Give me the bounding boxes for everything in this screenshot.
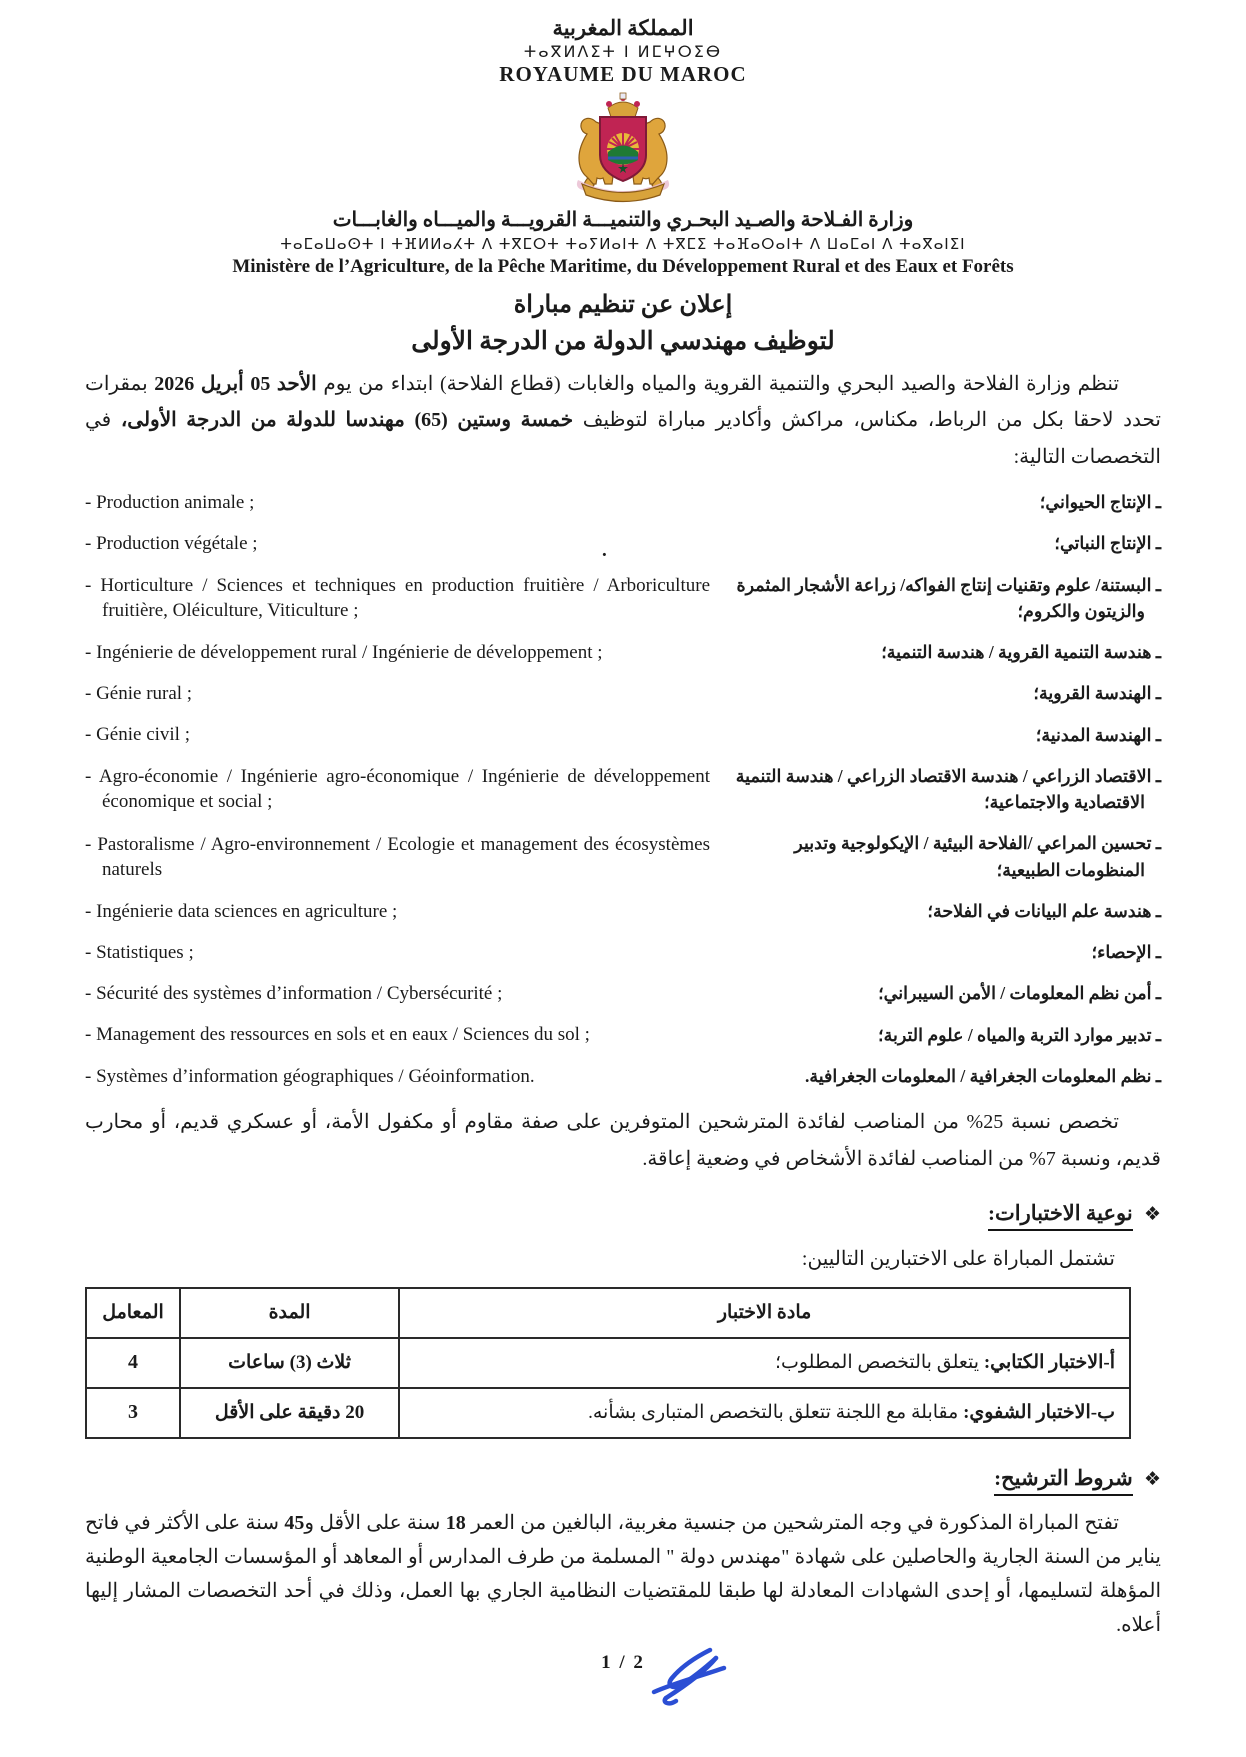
column-header-subject: مادة الاختبار — [399, 1288, 1130, 1338]
exams-table-header-row — [86, 1288, 1130, 1338]
ministry-name-french: Ministère de l’Agriculture, de la Pêche Maritime, du Développement Rural et des Eaux et Forêts — [232, 256, 1014, 277]
specialty-arabic: ـ الإنتاج النباتي؛ — [1054, 533, 1161, 554]
specialty-row — [85, 980, 1161, 1006]
intro-text-3: في التخصصات التالية: — [85, 409, 1161, 468]
specialty-arabic: ـ الإنتاج الحيواني؛ — [1039, 492, 1161, 513]
specialty-arabic: ـ أمن نظم المعلومات / الأمن السيبراني؛ — [878, 983, 1161, 1004]
specialty-row — [85, 898, 1161, 924]
coat-of-arms-morocco-icon — [558, 92, 688, 204]
ministry-name-tifinagh: ⵜⴰⵎⴰⵡⴰⵙⵜ ⵏ ⵜⴼⵍⵍⴰⵃⵜ ⴷ ⵜⴳⵎⵔⵜ ⵜⴰⵢⵍⴰⵏⵜ ⴷ ⵜⴳⵎⵉ ⵜⴰⴼⴰⵔⴰⵏⵜ ⴷ ⵡⴰⵎⴰⵏ ⴷ ⵜⴰⴳⴰⵏⵉⵏ — [280, 235, 966, 253]
specialties-list — [85, 489, 1161, 1089]
intro-text-2: بمقرات تحدد لاحقا بكل من الرباط، مكناس، مراكش وأكادير مباراة لتوظيف — [85, 373, 1161, 432]
intro-paragraph — [85, 366, 1161, 475]
exam-duration-cell: ثلاث (3) ساعات — [180, 1338, 399, 1388]
specialty-french: - Production végétale ; — [85, 533, 258, 554]
specialty-french: - Systèmes d’information géographiques / Géoinformation. — [85, 1065, 535, 1087]
specialty-row — [85, 530, 1161, 556]
specialty-french: - Horticulture / Sciences et techniques en production fruitière / Arboriculture fruitière, Oléiculture, Viticulture ; — [85, 574, 710, 621]
exam-subject-cell — [399, 1338, 1130, 1388]
announcement-title-line2: لتوظيف مهندسي الدولة من الدرجة الأولى — [411, 328, 835, 355]
specialty-french: - Management des ressources en sols et en eaux / Sciences du sol ; — [85, 1024, 590, 1046]
exams-table — [85, 1287, 1131, 1439]
exam-coefficient-cell: 3 — [86, 1388, 180, 1438]
specialty-french: - Ingénierie data sciences en agriculture ; — [85, 900, 398, 922]
conditions-text-1: تفتح المباراة المذكورة في وجه المترشحين من جنسية مغربية، البالغين من العمر — [465, 1511, 1120, 1534]
specialty-row — [85, 722, 1161, 748]
kingdom-name-french: ROYAUME DU MAROC — [499, 62, 747, 86]
specialty-arabic: ـ الإحصاء؛ — [1091, 942, 1161, 963]
kingdom-name-tifinagh: ⵜⴰⴳⵍⴷⵉⵜ ⵏ ⵍⵎⵖⵔⵉⴱ — [523, 42, 723, 61]
specialty-row — [85, 1063, 1161, 1089]
conditions-min-age: 18 — [445, 1511, 466, 1534]
conditions-text-2: سنة على الأقل و — [304, 1511, 446, 1534]
specialty-row — [85, 830, 1161, 883]
column-header-duration: المدة — [180, 1288, 399, 1338]
specialty-arabic: ـ تحسين المراعي /الفلاحة البيئية / الإيكولوجية وتدبير المنظومات الطبيعية؛ — [794, 833, 1161, 880]
specialty-french: - Génie civil ; — [85, 724, 190, 746]
signature-scribble — [632, 1640, 742, 1712]
exam-row-written — [86, 1338, 1130, 1388]
specialty-arabic: ـ الهندسة القروية؛ — [1033, 683, 1161, 704]
specialty-row — [85, 939, 1161, 965]
specialty-arabic: ـ الهندسة المدنية؛ — [1035, 724, 1161, 745]
conditions-max-age: 45 — [284, 1511, 305, 1534]
intro-positions-count: خمسة وستين (65) مهندسا للدولة من الدرجة الأولى، — [120, 409, 574, 432]
specialty-arabic: ـ هندسة التنمية القروية / هندسة التنمية؛ — [881, 642, 1161, 663]
exam-label: ب-الاختبار الشفوي: — [963, 1402, 1115, 1424]
specialty-french: - Pastoralisme / Agro-environnement / Ecologie et management des écosystèmes naturels — [85, 833, 710, 880]
specialty-french: - Génie rural ; — [85, 683, 193, 704]
exam-subject-cell — [399, 1388, 1130, 1438]
exam-coefficient-cell: 4 — [86, 1338, 180, 1388]
conditions-section-heading — [85, 1466, 1161, 1491]
specialty-arabic: ـ البستنة/ علوم وتقنيات إنتاج الفواكه/ زراعة الأشجار المثمرة والزيتون والكروم؛ — [736, 574, 1161, 621]
conditions-text-3: سنة على الأكثر في فاتح يناير من السنة الجارية والحاصلين على شهادة "مهندس دولة " المسلمة من طرف المدارس أو المعاهد أو المؤسسات الجامعية الوطنية المؤهلة لتسليمها، أو إحدى الشهادات المعادلة لها طبقا للمقتضيات النظامية الجاري بها العمل، وذلك في أحد التخصصات المشار إليها أعلاه. — [85, 1511, 1161, 1636]
ministry-name-arabic: وزارة الفـلاحة والصـيد البحـري والتنميـــة القرويـــة والميـــاه والغابـــات — [332, 209, 914, 231]
announcement-title-line1: إعلان عن تنظيم مباراة — [513, 292, 733, 318]
diamond-bullet-icon: ❖ — [1143, 1467, 1161, 1490]
exam-description: يتعلق بالتخصص المطلوب؛ — [774, 1352, 984, 1374]
specialty-french: - Sécurité des systèmes d’information / Cybersécurité ; — [85, 983, 503, 1004]
exam-description: مقابلة مع اللجنة تتعلق بالتخصص المتبارى بشأنه. — [588, 1402, 964, 1424]
conditions-paragraph — [85, 1506, 1161, 1642]
intro-date: الأحد 05 أبريل 2026 — [154, 373, 317, 395]
tests-intro-line: تشتمل المباراة على الاختبارين التاليين: — [801, 1247, 1115, 1270]
column-header-coefficient: المعامل — [86, 1288, 180, 1338]
specialty-french: - Ingénierie de développement rural / Ingénierie de développement ; — [85, 641, 603, 663]
specialty-row — [85, 639, 1161, 665]
intro-text-1: تنظم وزارة الفلاحة والصيد البحري والتنمية القروية والمياه والغابات (قطاع الفلاحة) ابتداء من يوم — [316, 373, 1120, 395]
specialty-row — [85, 572, 1161, 625]
specialty-arabic: ـ نظم المعلومات الجغرافية / المعلومات الجغرافية. — [805, 1065, 1161, 1086]
page-number: 1 / 2 — [601, 1651, 645, 1673]
page-footer — [85, 1652, 1161, 1722]
exam-row-oral — [86, 1388, 1130, 1438]
specialty-arabic: ـ الاقتصاد الزراعي / هندسة الاقتصاد الزراعي / هندسة التنمية الاقتصادية والاجتماعية؛ — [735, 765, 1161, 813]
announcement-title — [85, 290, 1161, 356]
diamond-bullet-icon: ❖ — [1143, 1202, 1161, 1225]
specialty-row — [85, 763, 1161, 816]
tests-section-heading — [85, 1201, 1161, 1226]
quota-paragraph: تخصص نسبة 25% من المناصب لفائدة المترشحين المتوفرين على صفة مقاوم أو مكفول الأمة، أو عسكري قديم، أو محارب قديم، ونسبة 7% من المناصب لفائدة الأشخاص في وضعية إعاقة. — [85, 1111, 1161, 1170]
specialty-french: - Agro-économie / Ingénierie agro-économique / Ingénierie de développement économique et social ; — [85, 766, 710, 813]
specialty-row — [85, 489, 1161, 515]
letterhead — [85, 16, 1161, 278]
conditions-heading-text: شروط الترشيح: — [994, 1466, 1133, 1496]
specialty-row — [85, 1022, 1161, 1048]
specialty-row — [85, 680, 1161, 706]
exam-label: أ-الاختبار الكتابي: — [983, 1352, 1115, 1374]
kingdom-name-arabic: المملكة المغربية — [552, 16, 694, 40]
tests-heading-text: نوعية الاختبارات: — [988, 1201, 1133, 1231]
specialty-french: - Statistiques ; — [85, 941, 194, 963]
scan-stray-dot: . — [602, 540, 607, 561]
specialty-french: - Production animale ; — [85, 491, 255, 513]
exam-duration-cell: 20 دقيقة على الأقل — [180, 1388, 399, 1438]
specialty-arabic: ـ هندسة علم البيانات في الفلاحة؛ — [927, 900, 1161, 921]
specialty-arabic: ـ تدبير موارد التربة والمياه / علوم التربة؛ — [878, 1024, 1161, 1045]
